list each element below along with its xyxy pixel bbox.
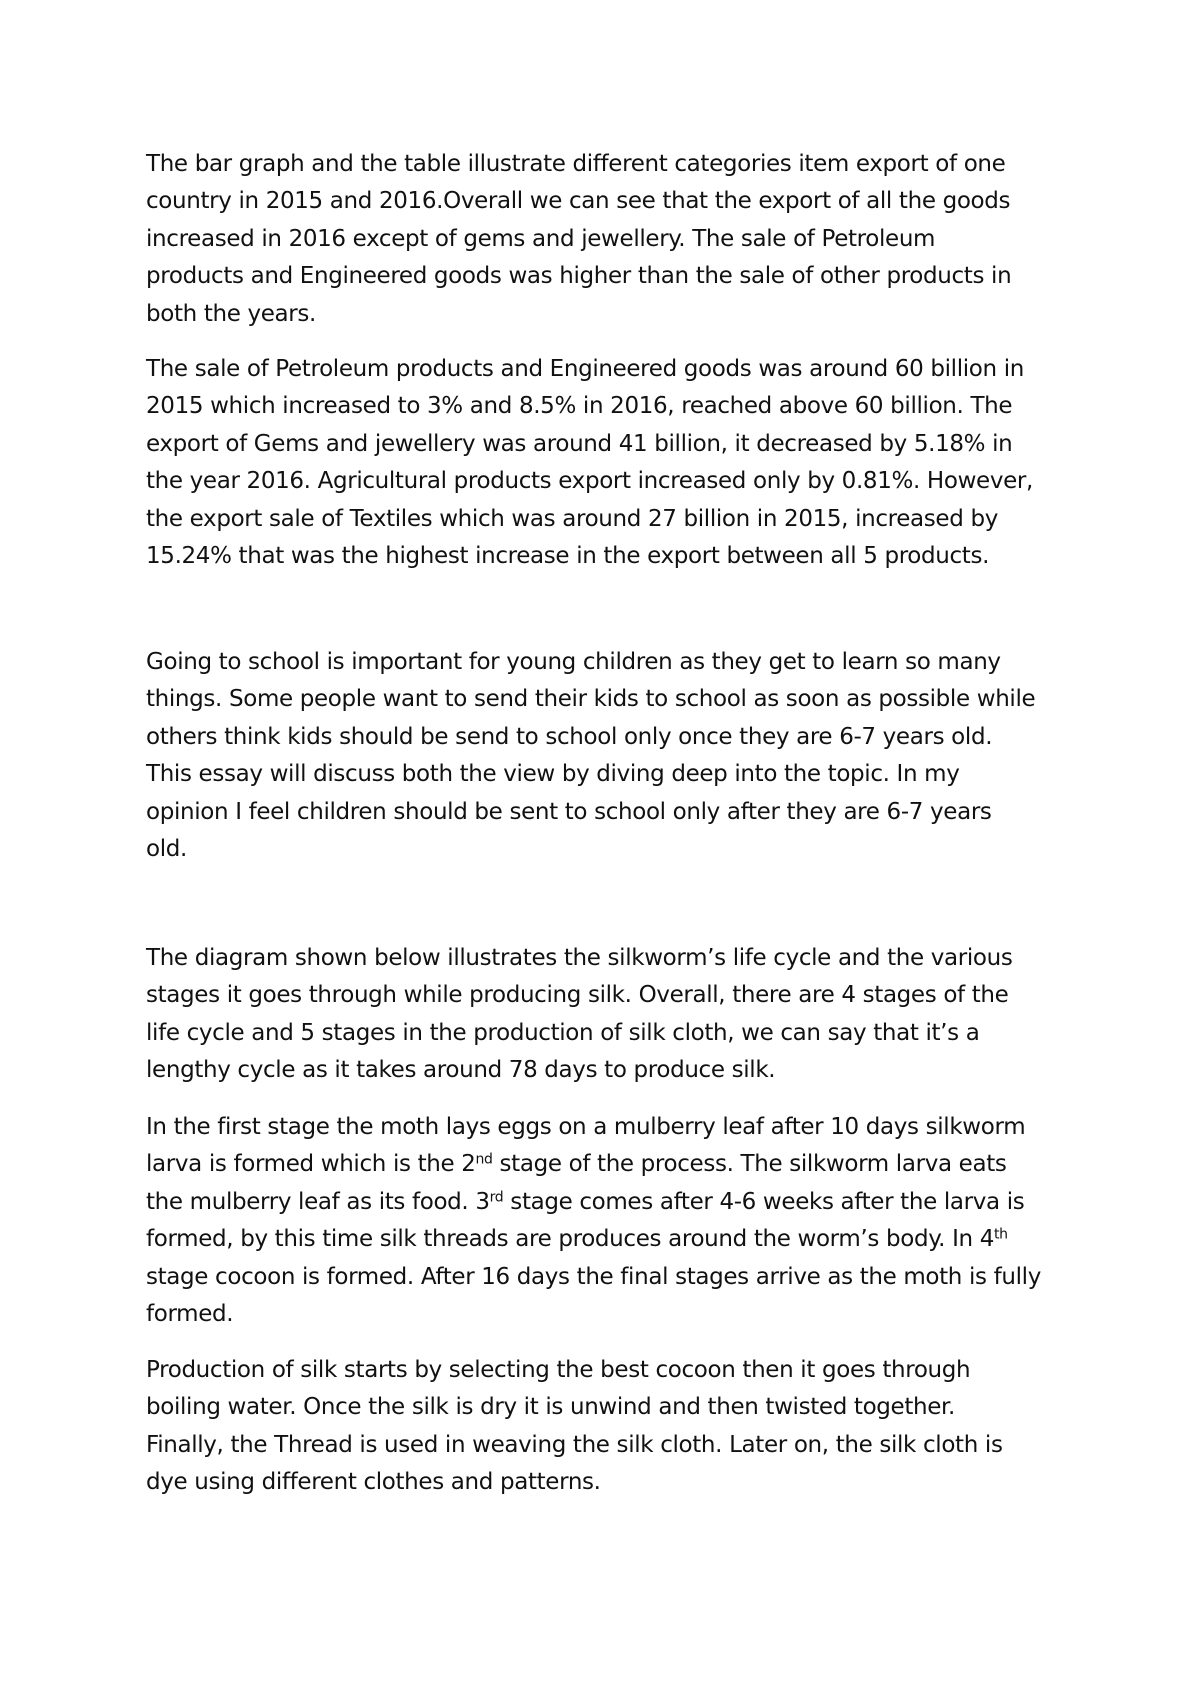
paragraph-export-overview: The bar graph and the table illustrate different categories item export of one country in 2015 and 2016.Overall we can see that the export of all the goods increased in 2016 except of gems and jewellery. The sale of Petroleum products and Engineered goods was higher than the sale of other products in both the years. [146,151,1012,327]
stages-line-6: formed. [146,1301,234,1328]
stages-line-3-start: the mulberry leaf as its food. 3 [146,1188,490,1215]
stages-line-5: stage cocoon is formed. After 16 days the final stages arrive as the moth is fully [146,1263,1041,1290]
stages-line-2-start: larva is formed which is the 2 [146,1151,476,1178]
ordinal-superscript: rd [489,1189,504,1206]
stages-line-4-start: formed, by this time silk threads are produces around the worm’s body. In 4 [146,1226,995,1253]
stages-line-1: In the first stage the moth lays eggs on a mulberry leaf after 10 days silkworm [146,1114,1026,1140]
paragraph-export-details: The sale of Petroleum products and Engineered goods was around 60 billion in 2015 which increased to 3% and 8.5% in 2016, reached above 60 billion. The export of Gems and jewellery was around 41 billion, it decreased by 5.18% in the year 2016. Agricultural products export increased only by 0.81%. However, the export sale of Textiles which was around 27 billion in 2015, increased by 15.24% that was the highest increase in the export between all 5 products. [146,356,1033,570]
paragraph-silkworm-stages [146,1109,1086,1333]
paragraph-silk-production: Production of silk starts by selecting the best cocoon then it goes through boiling water. Once the silk is dry it is unwind and then twisted together. Finally, the Thread is used in weaving the silk cloth. Later on, the silk cloth is dye using different clothes and patterns. [146,1357,1003,1496]
stages-line-2-end: stage of the process. The silkworm larva eats [492,1151,1007,1178]
paragraph-school-essay: Going to school is important for young children as they get to learn so many things. Some people want to send their kids to school as soon as possible while others think kids should be send to school only once they are 6-7 years old. This essay will discuss both the view by diving deep into the topic. In my opinion I feel children should be sent to school only after they are 6-7 years old. [146,649,1036,863]
paragraph-silkworm-overview: The diagram shown below illustrates the silkworm’s life cycle and the various stages it goes through while producing silk. Overall, there are 4 stages of the life cycle and 5 stages in the production of silk cloth, we can say that it’s a lengthy cycle as it takes around 78 days to produce silk. [146,945,1013,1084]
stages-line-3-end: stage comes after 4-6 weeks after the larva is [503,1188,1025,1215]
ordinal-superscript: th [994,1226,1008,1243]
ordinal-superscript: nd [475,1151,493,1168]
